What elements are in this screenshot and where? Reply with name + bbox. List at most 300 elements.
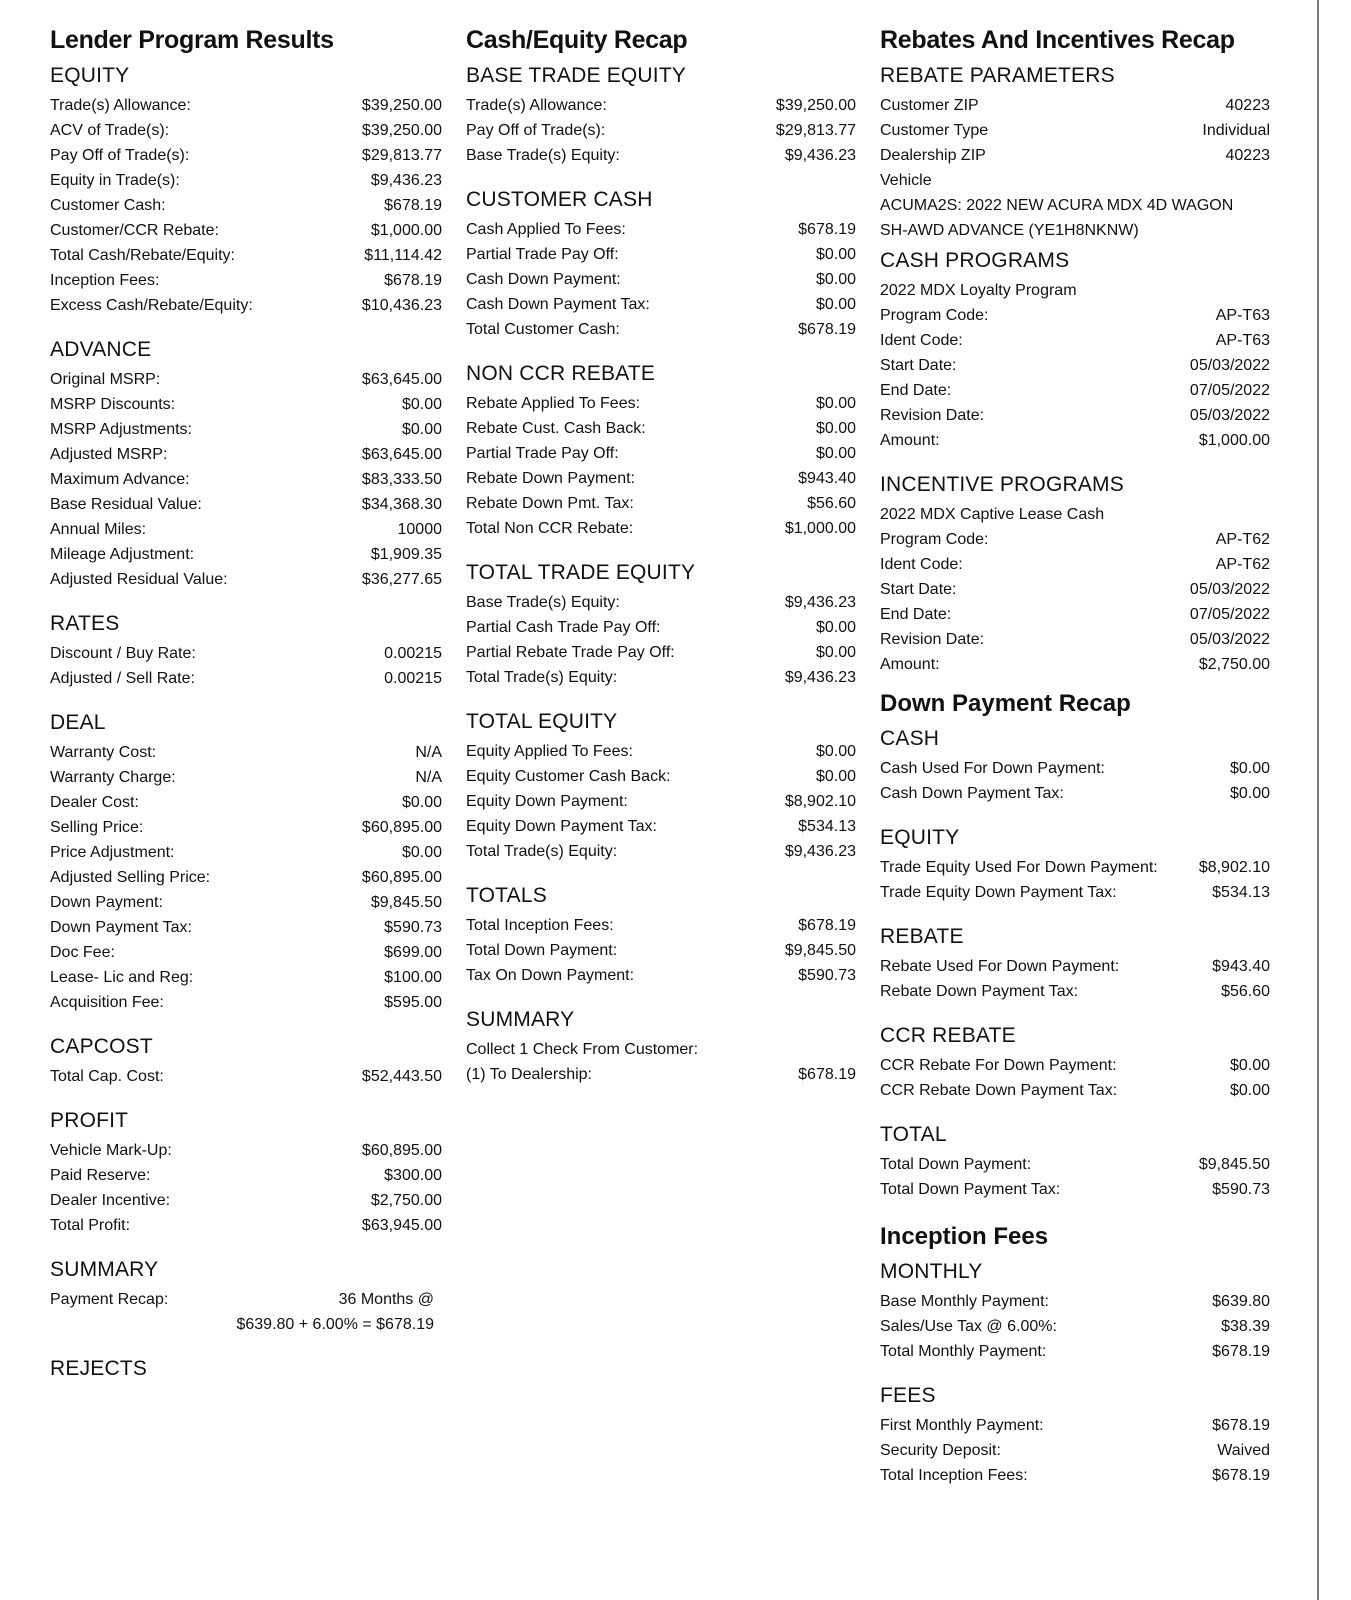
row-value: 36 Months @ <box>338 1291 434 1308</box>
section <box>880 725 1270 806</box>
row-label: Trade Equity Used For Down Payment: <box>880 859 1158 876</box>
row-value: $9,436.23 <box>784 594 856 611</box>
cash-equity-recap-column <box>466 20 856 1105</box>
row-label: Down Payment Tax: <box>50 919 192 936</box>
data-row <box>880 303 1270 328</box>
data-row <box>50 890 442 915</box>
summary-row <box>466 1062 856 1087</box>
row-label: Total Non CCR Rebate: <box>466 520 634 537</box>
data-row <box>880 1152 1270 1177</box>
row-value: $11,114.42 <box>364 247 442 264</box>
row-label: Partial Rebate Trade Pay Off: <box>466 644 675 661</box>
data-row <box>880 527 1270 552</box>
data-row <box>466 317 856 342</box>
row-label: Equity Customer Cash Back: <box>466 768 671 785</box>
section <box>466 360 856 541</box>
row-value: $2,750.00 <box>1198 656 1270 673</box>
rebate-parameters-section <box>880 62 1270 243</box>
data-row <box>466 839 856 864</box>
page-edge-line <box>1317 0 1319 1600</box>
data-row <box>466 466 856 491</box>
column-title: Lender Program Results <box>50 26 334 54</box>
row-label: Adjusted MSRP: <box>50 446 168 463</box>
data-row <box>880 1463 1270 1488</box>
row-label: ACV of Trade(s): <box>50 122 170 139</box>
data-row <box>466 491 856 516</box>
row-value: $678.19 <box>798 1066 856 1083</box>
section-title: ADVANCE <box>50 338 152 361</box>
section-title: NON CCR REBATE <box>466 362 656 385</box>
row-value: $534.13 <box>1212 884 1270 901</box>
row-value: $590.73 <box>1212 1181 1270 1198</box>
data-row <box>880 1438 1270 1463</box>
row-value: $9,845.50 <box>784 942 856 959</box>
row-label: Customer/CCR Rebate: <box>50 222 219 239</box>
row-value: $39,250.00 <box>361 97 442 114</box>
row-label: End Date: <box>880 382 952 399</box>
row-value: 05/03/2022 <box>1189 581 1270 598</box>
data-row <box>466 938 856 963</box>
row-value: $10,436.23 <box>361 297 442 314</box>
row-label: Security Deposit: <box>880 1442 1001 1459</box>
section-title: BASE TRADE EQUITY <box>466 64 687 87</box>
row-label: End Date: <box>880 606 952 623</box>
data-row <box>50 542 442 567</box>
row-label: Acquisition Fee: <box>50 994 164 1011</box>
vehicle-line: ACUMA2S: 2022 NEW ACURA MDX 4D WAGON <box>880 197 1234 214</box>
row-value: AP-T63 <box>1215 332 1270 349</box>
section-list <box>880 725 1270 1202</box>
row-value: $0.00 <box>815 271 856 288</box>
row-value: $678.19 <box>798 221 856 238</box>
row-label: Trade(s) Allowance: <box>50 97 191 114</box>
down-payment-recap-title: Down Payment Recap <box>880 690 1131 717</box>
row-value: 07/05/2022 <box>1189 382 1270 399</box>
row-value: $639.80 <box>1212 1293 1270 1310</box>
section-title: EQUITY <box>880 826 960 849</box>
row-label: Pay Off of Trade(s): <box>50 147 190 164</box>
data-row <box>880 1053 1270 1078</box>
section-title: PROFIT <box>50 1109 129 1132</box>
data-row <box>880 118 1270 143</box>
section <box>880 824 1270 905</box>
section <box>50 336 442 592</box>
row-value: $0.00 <box>1229 1057 1270 1074</box>
row-value: $60,895.00 <box>361 1142 442 1159</box>
row-label: Excess Cash/Rebate/Equity: <box>50 297 253 314</box>
row-value: $699.00 <box>384 944 442 961</box>
section <box>880 923 1270 1004</box>
row-label: Total Customer Cash: <box>466 321 620 338</box>
row-label: Cash Down Payment Tax: <box>466 296 650 313</box>
section <box>466 882 856 988</box>
data-row <box>50 641 442 666</box>
row-label: Original MSRP: <box>50 371 161 388</box>
row-label: Ident Code: <box>880 556 963 573</box>
row-label: CCR Rebate Down Payment Tax: <box>880 1082 1118 1099</box>
row-value: AP-T62 <box>1215 556 1270 573</box>
row-label: Cash Down Payment Tax: <box>880 785 1064 802</box>
row-value: $0.00 <box>401 794 442 811</box>
section-title: TOTAL EQUITY <box>466 710 618 733</box>
row-label: Adjusted Residual Value: <box>50 571 228 588</box>
section-title: TOTAL <box>880 1123 947 1146</box>
row-value: $63,945.00 <box>361 1217 442 1234</box>
data-row <box>50 765 442 790</box>
row-label: Pay Off of Trade(s): <box>466 122 606 139</box>
row-label: Warranty Cost: <box>50 744 157 761</box>
row-label: Tax On Down Payment: <box>466 967 635 984</box>
row-value: $1,909.35 <box>370 546 442 563</box>
row-label: Customer ZIP <box>880 97 979 114</box>
row-value: $300.00 <box>384 1167 442 1184</box>
row-value: $34,368.30 <box>361 496 442 513</box>
row-value: $0.00 <box>1229 1082 1270 1099</box>
row-value: $1,000.00 <box>370 222 442 239</box>
row-value: $63,645.00 <box>361 446 442 463</box>
data-row <box>880 143 1270 168</box>
row-value: $943.40 <box>1212 958 1270 975</box>
section <box>50 1107 442 1238</box>
row-label: Paid Reserve: <box>50 1167 151 1184</box>
row-value: $38.39 <box>1221 1318 1270 1335</box>
row-label: Trade(s) Allowance: <box>466 97 607 114</box>
row-value: $0.00 <box>1229 785 1270 802</box>
row-value: $678.19 <box>1212 1343 1270 1360</box>
row-value: $2,750.00 <box>370 1192 442 1209</box>
row-label: Equity Down Payment: <box>466 793 628 810</box>
data-row <box>880 378 1270 403</box>
row-label: Mileage Adjustment: <box>50 546 195 563</box>
row-value: $0.00 <box>401 421 442 438</box>
vehicle-line: SH-AWD ADVANCE (YE1H8NKNW) <box>880 222 1139 239</box>
row-label: Doc Fee: <box>50 944 115 961</box>
data-row <box>466 93 856 118</box>
data-row <box>466 242 856 267</box>
row-value: $36,277.65 <box>361 571 442 588</box>
row-label: Partial Trade Pay Off: <box>466 246 619 263</box>
data-row <box>880 1177 1270 1202</box>
row-label: Total Profit: <box>50 1217 131 1234</box>
data-row <box>880 954 1270 979</box>
row-value: $0.00 <box>401 396 442 413</box>
section <box>466 186 856 342</box>
section-title: TOTALS <box>466 884 547 907</box>
row-value: $1,000.00 <box>1198 432 1270 449</box>
row-value: $678.19 <box>798 917 856 934</box>
row-label: Total Down Payment: <box>880 1156 1032 1173</box>
section <box>466 559 856 690</box>
data-row <box>50 467 442 492</box>
row-value: 40223 <box>1225 147 1270 164</box>
section-title: RATES <box>50 612 120 635</box>
data-row <box>50 168 442 193</box>
data-row <box>50 1188 442 1213</box>
data-row <box>50 990 442 1015</box>
row-value: $9,845.50 <box>370 894 442 911</box>
row-value: 05/03/2022 <box>1189 407 1270 424</box>
data-row <box>880 880 1270 905</box>
section-title: MONTHLY <box>880 1260 983 1283</box>
data-row <box>880 577 1270 602</box>
row-value: $595.00 <box>384 994 442 1011</box>
data-row <box>466 416 856 441</box>
row-value: 05/03/2022 <box>1189 357 1270 374</box>
row-label: Total Cash/Rebate/Equity: <box>50 247 235 264</box>
data-row <box>880 652 1270 677</box>
data-row <box>50 218 442 243</box>
data-row <box>50 1213 442 1238</box>
program-name: 2022 MDX Captive Lease Cash <box>880 506 1105 523</box>
data-row <box>466 789 856 814</box>
row-label: First Monthly Payment: <box>880 1417 1044 1434</box>
row-label: Annual Miles: <box>50 521 147 538</box>
data-row <box>466 764 856 789</box>
row-label: Total Down Payment Tax: <box>880 1181 1061 1198</box>
row-label: Total Cap. Cost: <box>50 1068 164 1085</box>
column-title: Rebates And Incentives Recap <box>880 26 1235 54</box>
row-label: Adjusted / Sell Rate: <box>50 670 195 687</box>
row-value: $9,436.23 <box>784 843 856 860</box>
data-row <box>880 403 1270 428</box>
row-label: Total Down Payment: <box>466 942 618 959</box>
row-label: Rebate Down Payment: <box>466 470 635 487</box>
row-label: Equity Applied To Fees: <box>466 743 633 760</box>
row-label: Amount: <box>880 656 940 673</box>
section <box>880 1121 1270 1202</box>
row-label: Rebate Cust. Cash Back: <box>466 420 646 437</box>
data-row <box>466 640 856 665</box>
row-value: 07/05/2022 <box>1189 606 1270 623</box>
data-row <box>466 665 856 690</box>
row-value: $0.00 <box>815 445 856 462</box>
data-row <box>880 781 1270 806</box>
row-label: Customer Type <box>880 122 989 139</box>
payment-recap-formula: $639.80 + 6.00% = $678.19 <box>236 1316 434 1333</box>
row-value: Individual <box>1202 122 1270 139</box>
data-row <box>880 1289 1270 1314</box>
data-row <box>880 979 1270 1004</box>
section-title: CUSTOMER CASH <box>466 188 653 211</box>
section-title: INCENTIVE PROGRAMS <box>880 473 1124 496</box>
row-value: $0.00 <box>815 395 856 412</box>
summary-text: Collect 1 Check From Customer: <box>466 1041 699 1058</box>
section-title: DEAL <box>50 711 106 734</box>
data-row <box>50 915 442 940</box>
row-label: Cash Applied To Fees: <box>466 221 626 238</box>
section-list <box>880 1258 1270 1488</box>
data-row <box>50 666 442 691</box>
row-label: Cash Down Payment: <box>466 271 621 288</box>
data-row <box>466 963 856 988</box>
data-row <box>880 1339 1270 1364</box>
section <box>50 1033 442 1089</box>
row-value: 10000 <box>397 521 442 538</box>
row-label: Maximum Advance: <box>50 471 190 488</box>
summary-section <box>50 1256 442 1337</box>
section-title: SUMMARY <box>466 1008 575 1031</box>
data-row <box>466 292 856 317</box>
row-label: Dealer Cost: <box>50 794 139 811</box>
row-label: Start Date: <box>880 357 957 374</box>
row-label: Total Monthly Payment: <box>880 1343 1047 1360</box>
data-row <box>880 428 1270 453</box>
row-label: Rebate Applied To Fees: <box>466 395 641 412</box>
section-title: REBATE PARAMETERS <box>880 64 1115 87</box>
section <box>50 610 442 691</box>
row-value: $83,333.50 <box>361 471 442 488</box>
data-row <box>466 814 856 839</box>
lender-program-results-column <box>50 20 442 1386</box>
row-value: $0.00 <box>815 619 856 636</box>
section <box>466 708 856 864</box>
row-label: Base Monthly Payment: <box>880 1293 1049 1310</box>
row-label: Adjusted Selling Price: <box>50 869 211 886</box>
data-row <box>880 93 1270 118</box>
row-label: Rebate Down Pmt. Tax: <box>466 495 634 512</box>
section-title: CCR REBATE <box>880 1024 1016 1047</box>
row-label: Ident Code: <box>880 332 963 349</box>
row-value: $678.19 <box>384 197 442 214</box>
row-value: $0.00 <box>815 246 856 263</box>
data-row <box>50 367 442 392</box>
row-value: N/A <box>415 744 442 761</box>
row-value: $590.73 <box>798 967 856 984</box>
row-label: Base Trade(s) Equity: <box>466 147 620 164</box>
row-value: $9,436.23 <box>784 147 856 164</box>
data-row <box>50 268 442 293</box>
incentive-programs-section <box>880 471 1270 677</box>
row-value: $52,443.50 <box>361 1068 442 1085</box>
data-row <box>880 855 1270 880</box>
data-row <box>880 1314 1270 1339</box>
data-row <box>50 417 442 442</box>
data-row <box>50 815 442 840</box>
data-row <box>880 1078 1270 1103</box>
row-value: $0.00 <box>1229 760 1270 777</box>
section-list <box>466 62 856 988</box>
row-label: Vehicle Mark-Up: <box>50 1142 172 1159</box>
row-value: $63,645.00 <box>361 371 442 388</box>
row-value: $56.60 <box>807 495 856 512</box>
row-value: $678.19 <box>384 272 442 289</box>
data-row <box>466 739 856 764</box>
row-label: Customer Cash: <box>50 197 166 214</box>
row-value: $8,902.10 <box>1198 859 1270 876</box>
data-row <box>466 267 856 292</box>
section <box>50 62 442 318</box>
row-label: Inception Fees: <box>50 272 160 289</box>
data-row <box>50 865 442 890</box>
row-value: $590.73 <box>384 919 442 936</box>
row-label: Dealer Incentive: <box>50 1192 171 1209</box>
row-label: Total Inception Fees: <box>466 917 614 934</box>
data-row <box>50 243 442 268</box>
section <box>880 1022 1270 1103</box>
data-row <box>50 442 442 467</box>
row-label: MSRP Adjustments: <box>50 421 192 438</box>
data-row <box>466 913 856 938</box>
data-row <box>466 615 856 640</box>
section-title: CAPCOST <box>50 1035 153 1058</box>
row-value: $678.19 <box>1212 1467 1270 1484</box>
row-label: Base Trade(s) Equity: <box>466 594 620 611</box>
row-list <box>880 527 1270 677</box>
section <box>50 709 442 1015</box>
data-row <box>466 391 856 416</box>
row-value: $534.13 <box>798 818 856 835</box>
row-value: 05/03/2022 <box>1189 631 1270 648</box>
section-title: EQUITY <box>50 64 130 87</box>
row-label: Discount / Buy Rate: <box>50 645 196 662</box>
row-label: Cash Used For Down Payment: <box>880 760 1105 777</box>
section-title: TOTAL TRADE EQUITY <box>466 561 696 584</box>
data-row <box>50 940 442 965</box>
data-row <box>50 193 442 218</box>
row-label: Partial Cash Trade Pay Off: <box>466 619 661 636</box>
data-row <box>466 590 856 615</box>
row-value: $29,813.77 <box>775 122 856 139</box>
data-row <box>466 441 856 466</box>
summary-section <box>466 1006 856 1087</box>
row-value: 0.00215 <box>384 645 442 662</box>
row-label: Base Residual Value: <box>50 496 202 513</box>
vehicle-label: Vehicle <box>880 172 932 189</box>
data-row <box>50 790 442 815</box>
data-row <box>50 965 442 990</box>
row-label: Program Code: <box>880 307 989 324</box>
data-row <box>880 552 1270 577</box>
section-title: CASH PROGRAMS <box>880 249 1070 272</box>
data-row <box>50 143 442 168</box>
data-row <box>880 328 1270 353</box>
data-row <box>50 840 442 865</box>
row-value: $39,250.00 <box>775 97 856 114</box>
program-name: 2022 MDX Loyalty Program <box>880 282 1077 299</box>
row-value: $100.00 <box>384 969 442 986</box>
section-title: FEES <box>880 1384 936 1407</box>
section-title: REBATE <box>880 925 964 948</box>
section-title: SUMMARY <box>50 1258 159 1281</box>
row-value: $943.40 <box>798 470 856 487</box>
row-value: N/A <box>415 769 442 786</box>
row-label: Equity in Trade(s): <box>50 172 180 189</box>
cash-programs-section <box>880 247 1270 453</box>
data-row <box>50 740 442 765</box>
data-row <box>50 118 442 143</box>
rejects-title: REJECTS <box>50 1357 148 1380</box>
data-row <box>50 517 442 542</box>
column-title: Cash/Equity Recap <box>466 26 688 54</box>
section <box>880 1382 1270 1488</box>
row-label: Price Adjustment: <box>50 844 175 861</box>
data-row <box>880 756 1270 781</box>
row-list <box>880 303 1270 453</box>
data-row <box>880 1413 1270 1438</box>
row-value: $0.00 <box>815 768 856 785</box>
row-label: Equity Down Payment Tax: <box>466 818 657 835</box>
row-label: Lease- Lic and Reg: <box>50 969 194 986</box>
row-value: $678.19 <box>1212 1417 1270 1434</box>
row-list <box>880 93 1270 168</box>
data-row <box>50 1138 442 1163</box>
row-label: Selling Price: <box>50 819 144 836</box>
row-label: Warranty Charge: <box>50 769 176 786</box>
row-value: AP-T62 <box>1215 531 1270 548</box>
payment-recap-row <box>50 1287 442 1312</box>
row-value: $678.19 <box>798 321 856 338</box>
rebates-incentives-column <box>880 20 1270 1506</box>
